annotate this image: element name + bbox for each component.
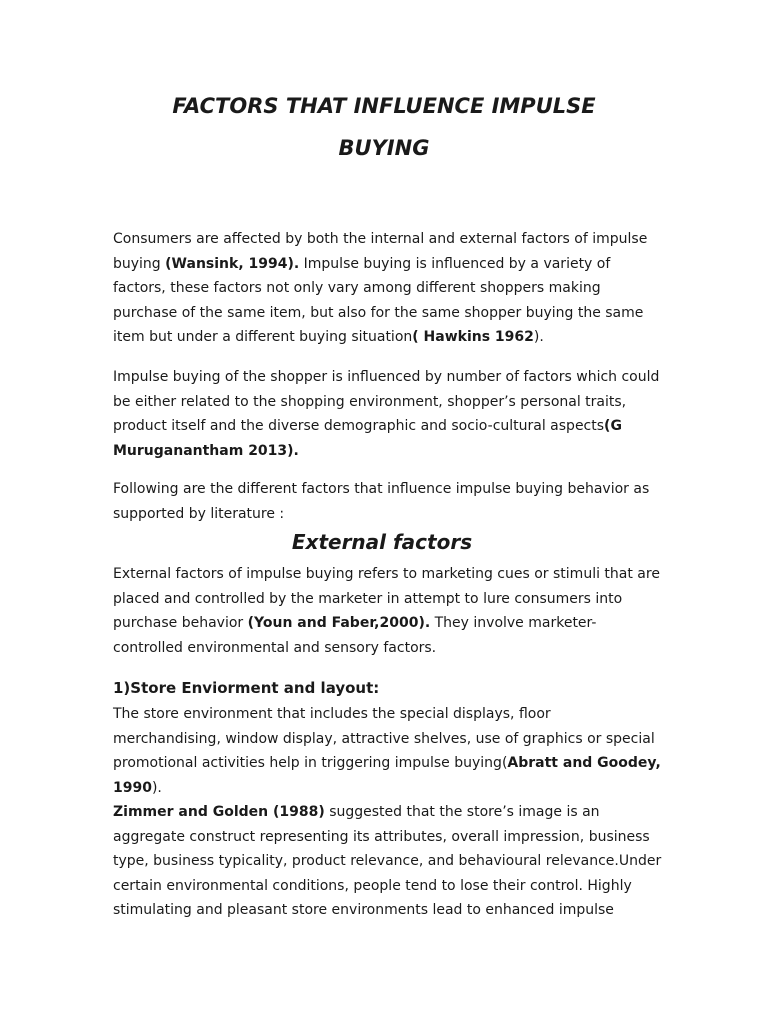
text-line: The store environment that includes the special displays, floor [113,706,551,722]
text-line: type, business typicality, product relevance, and behavioural relevance.Under [113,853,662,870]
text-line [113,751,661,776]
text-run: Impulse buying is influenced by a variety of [299,255,611,272]
text-line: aggregate construct representing its attributes, overall impression, business [113,828,650,845]
citation: ( Hawkins 1962 [412,329,534,346]
paragraph-external [113,562,658,660]
text-run: ). [533,329,544,346]
text-run: suggested that the store’s image is an [324,804,600,820]
paragraph-factors [113,365,658,463]
text-run: product itself and the diverse demographic and socio-cultural aspects [113,418,605,435]
paragraph-intro [113,227,658,350]
citation: (G [604,418,622,435]
text-run: ). [151,779,162,796]
text-line [113,252,658,277]
document-title-line-2: BUYING [338,136,430,160]
text-line: merchandising, window display, attractive shelves, use of graphics or special [113,730,655,747]
paragraph-store-image [113,800,662,923]
text-line: controlled environmental and sensory factors. [113,639,437,656]
text-line: certain environmental conditions, people tend to lose their control. Highly [113,877,632,894]
citation: Zimmer and Golden (1988) [113,804,325,820]
sub-heading: 1)Store Enviorment and layout: [113,679,380,697]
text-run: buying [113,255,166,272]
text-line: Consumers are affected by both the internal and external factors of impulse [113,231,648,247]
text-line: purchase of the same item, but also for the same shopper buying the same [113,304,644,321]
section-heading: External factors [291,530,473,554]
paragraph-store-environment [113,702,661,800]
text-line [113,414,658,439]
text-line [113,800,658,825]
citation-line: Muruganantham 2013). [113,442,299,459]
text-run: promotional activities help in triggering impulse buying( [113,755,508,772]
document-title-line-1: FACTORS THAT INFLUENCE IMPULSE [172,94,596,118]
citation: 1990 [113,779,152,796]
citation: (Youn and Faber,2000). [247,615,431,632]
text-line: placed and controlled by the marketer in attempt to lure consumers into [113,590,623,607]
text-line: be either related to the shopping environment, shopper’s personal traits, [113,393,627,410]
text-line: External factors of impulse buying refers to marketing cues or stimuli that are [113,566,660,582]
text-line: Following are the different factors that influence impulse buying behavior as [113,481,650,497]
text-line: factors, these factors not only vary among different shoppers making [113,280,601,297]
text-line: Impulse buying of the shopper is influenced by number of factors which could [113,369,660,385]
text-line: stimulating and pleasant store environments lead to enhanced impulse [113,902,614,919]
citation: (Wansink, 1994). [165,255,300,272]
citation: Abratt and Goodey, [507,755,661,772]
paragraph-following [113,477,658,526]
text-line [113,776,658,801]
text-run: purchase behavior [113,615,248,632]
text-run: item but under a different buying situation [113,329,413,346]
text-line [113,611,658,636]
text-line [113,325,658,350]
text-line: supported by literature : [113,505,285,522]
text-run: They involve marketer- [430,615,597,632]
